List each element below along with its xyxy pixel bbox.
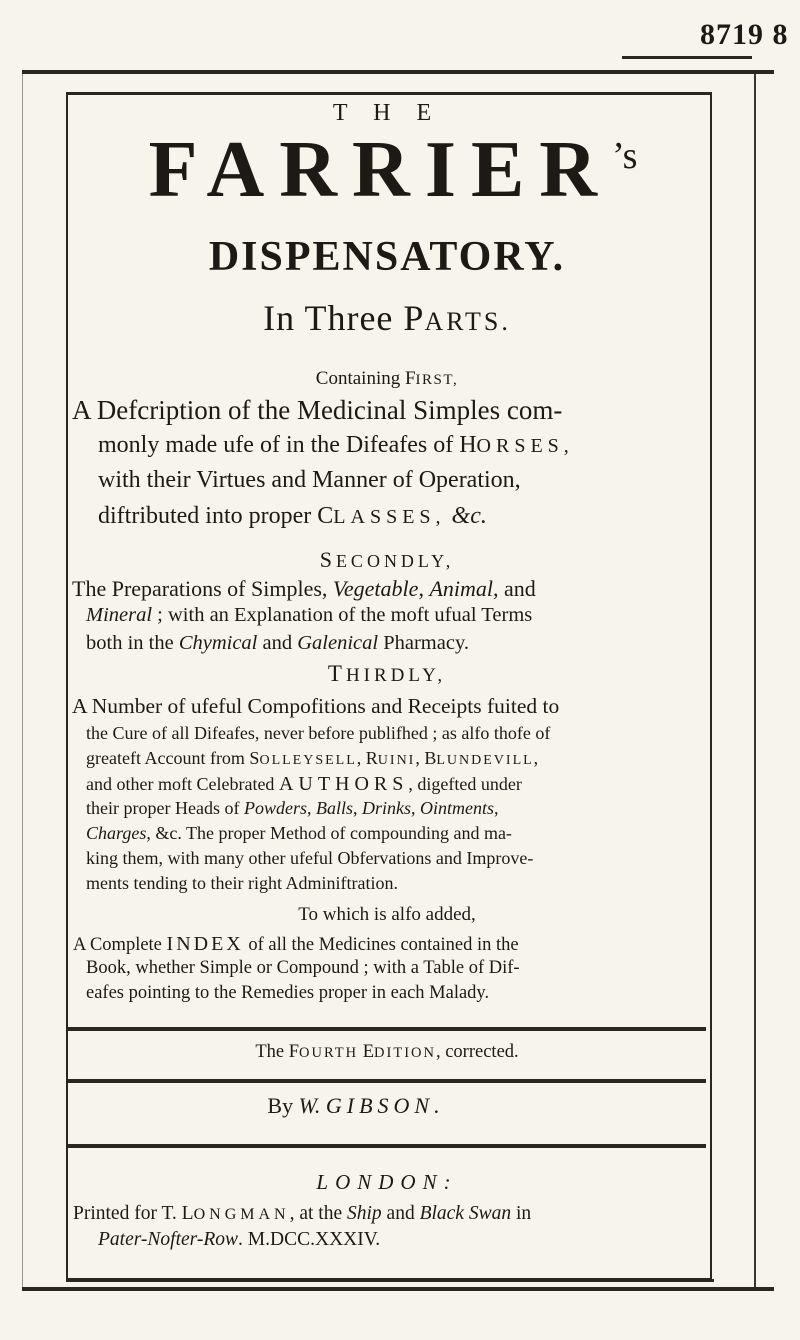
- shelfmark: 8719 8: [700, 18, 789, 51]
- third-line-7: ments tending to their right Adminiftration.: [86, 873, 398, 893]
- third-line-3: and other moft Celebrated AUTHORS, digefted under: [86, 773, 522, 795]
- shelfmark-underline: [622, 56, 752, 59]
- index-line-1: Book, whether Simple or Compound ; with a Table of Dif-: [86, 958, 520, 978]
- title-the: T H E: [332, 100, 442, 126]
- rule-above-imprint: [66, 1144, 706, 1148]
- third-line-6: king them, with many other ufeful Obfervations and Improve-: [86, 848, 534, 868]
- title-dispensatory: DISPENSATORY.: [208, 234, 566, 280]
- second-line-3: both in the Chymical and Galenical Pharmacy.: [86, 632, 469, 654]
- secondly-heading: SECONDLY,: [319, 547, 455, 572]
- page-left-edge: [22, 74, 23, 1291]
- title-apostrophe: ’s: [612, 135, 638, 177]
- rule-above-author: [66, 1079, 706, 1083]
- third-line-5: Charges, &c. The proper Method of compounding and ma-: [86, 823, 512, 843]
- imprint-line-1: Printed for T. LONGMAN, at the Ship and Black Swan in: [73, 1203, 532, 1224]
- frame-bottom-rule: [66, 1279, 714, 1282]
- title-farrier: FARRIER: [148, 126, 613, 214]
- page-bottom-rule: [22, 1287, 774, 1291]
- also-added-line: To which is alfo added,: [298, 904, 476, 925]
- third-first-line: A Number of ufeful Compofitions and Receipts fuited to: [72, 694, 560, 718]
- index-first-line: A Complete INDEX of all the Medicines contained in the: [73, 933, 519, 955]
- second-line-1: The Preparations of Simples, Vegetable, Animal, and: [72, 576, 536, 601]
- subtitle: In Three PARTS.: [263, 298, 511, 338]
- second-line-2: Mineral ; with an Explanation of the moft ufual Terms: [86, 604, 533, 626]
- rule-above-edition: [66, 1027, 706, 1031]
- first-line-4: diftributed into proper CLASSES, &c.: [98, 503, 487, 529]
- imprint-place: LONDON:: [316, 1170, 458, 1194]
- index-line-2: eafes pointing to the Remedies proper in each Malady.: [86, 983, 490, 1003]
- third-line-1: the Cure of all Difeafes, never before publifhed ; as alfo thofe of: [86, 723, 551, 743]
- thirdly-heading: THIRDLY,: [327, 661, 447, 686]
- author-line: By W. GIBSON.: [267, 1093, 445, 1118]
- page-right-edge: [754, 74, 756, 1291]
- edition-line: The FOURTH EDITION, corrected.: [255, 1042, 519, 1062]
- title-main: [66, 125, 714, 216]
- third-line-2: greateft Account from SOLLEYSELL, RUINI, BLUNDEVILL,: [86, 748, 539, 768]
- first-line-3: with their Virtues and Manner of Operation,: [98, 467, 521, 493]
- third-line-4: their proper Heads of Powders, Balls, Drinks, Ointments,: [86, 798, 499, 818]
- imprint-line-2: Pater-Nofter-Row. M.DCC.XXXIV.: [98, 1229, 381, 1250]
- first-line-2: monly made ufe of in the Difeafes of HORSES,: [98, 432, 574, 458]
- page-top-rule: [22, 70, 774, 74]
- containing-line: Containing FIRST,: [315, 368, 459, 389]
- first-line-1: A Defcription of the Medicinal Simples com-: [72, 395, 563, 425]
